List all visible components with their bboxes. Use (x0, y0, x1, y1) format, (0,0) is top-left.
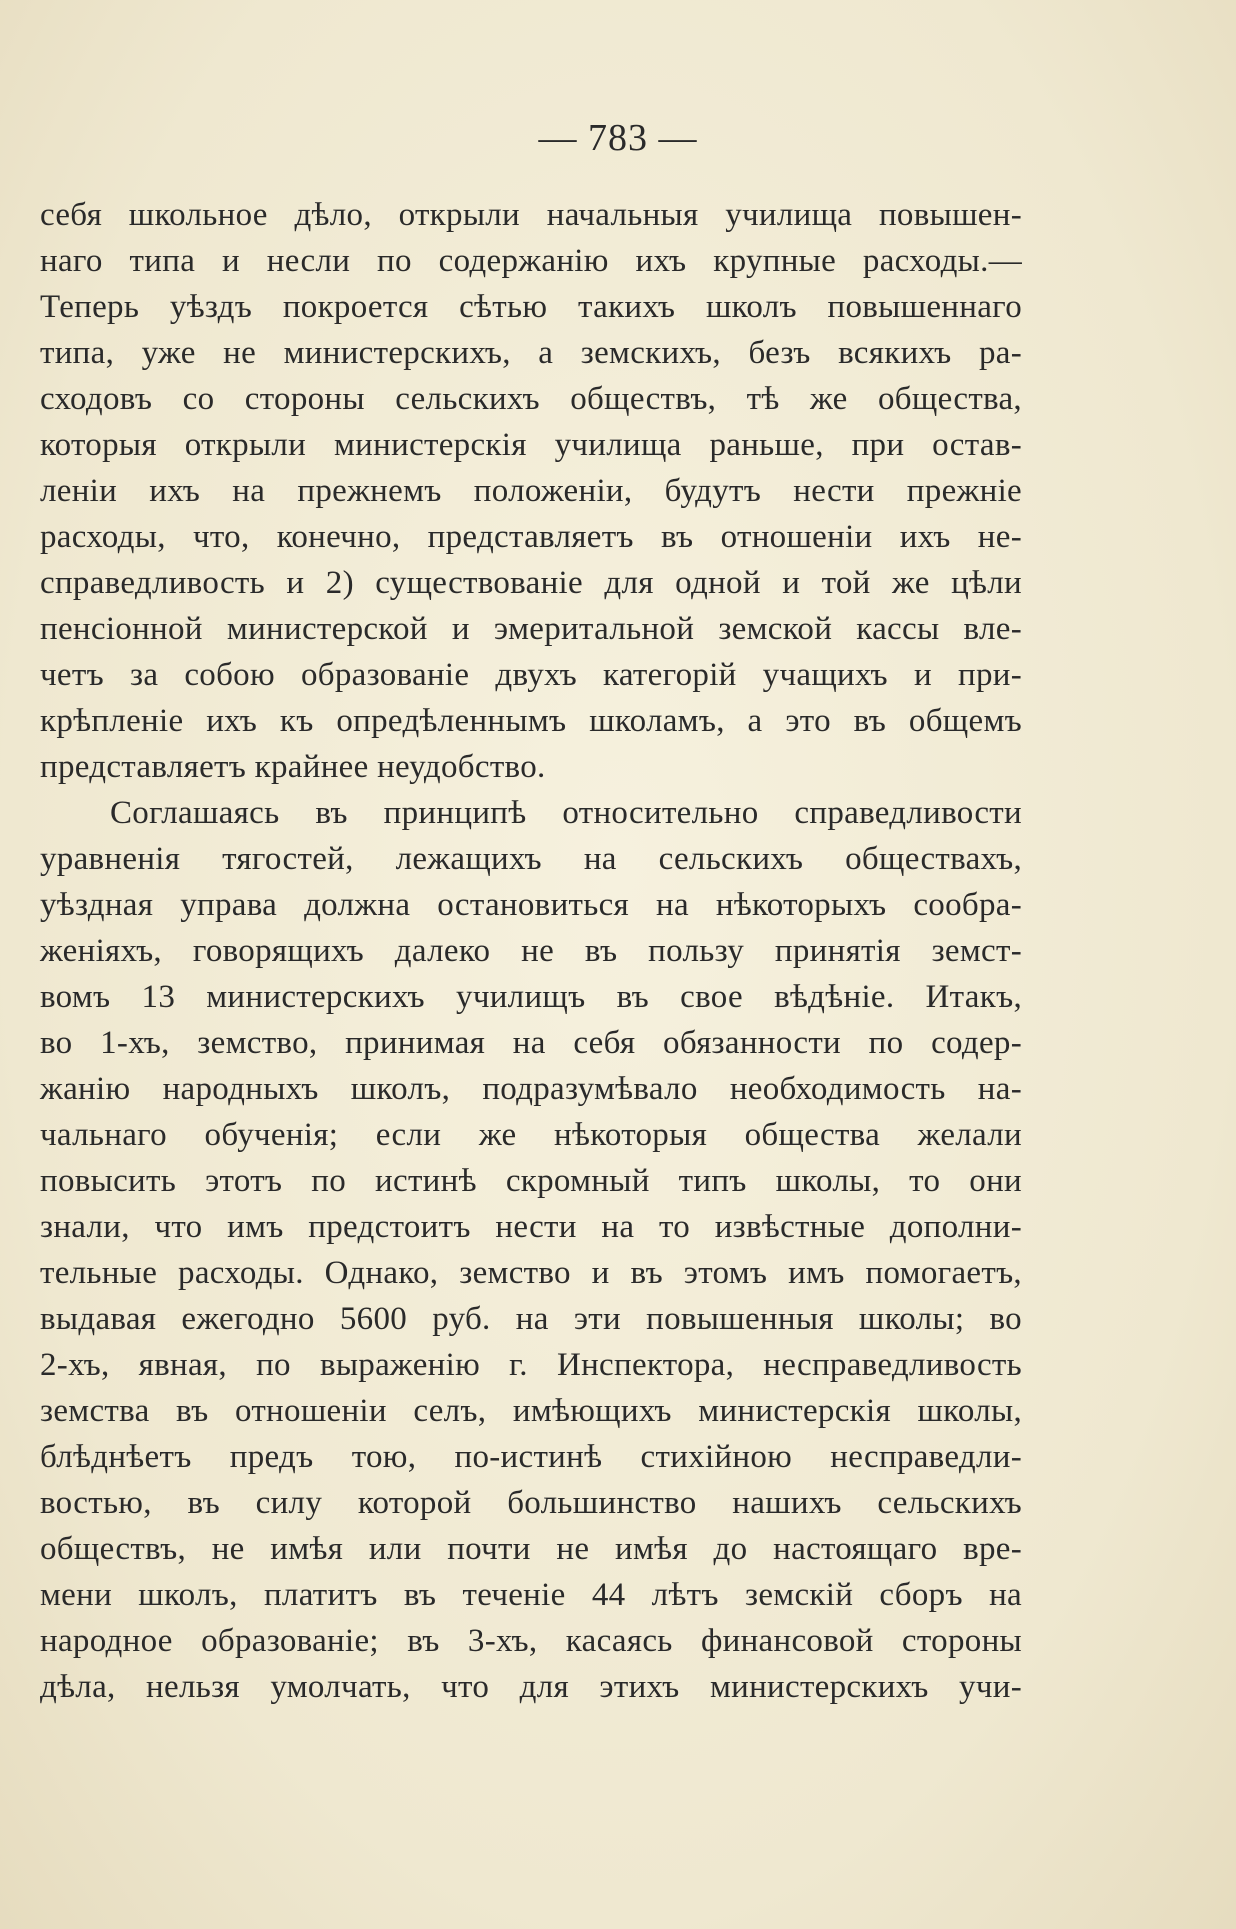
text-line: уѣздная управа должна остановиться на нѣкоторыхъ сообра- (40, 887, 1022, 923)
text-line: блѣднѣетъ предъ тою, по-истинѣ стихійною несправедли- (40, 1439, 1022, 1475)
text-line: типа, уже не министерскихъ, а земскихъ, безъ всякихъ ра- (40, 335, 1022, 371)
page-number: — 783 — (538, 117, 698, 159)
text-line: 2-хъ, явная, по выраженію г. Инспектора, несправедливость (40, 1347, 1022, 1383)
text-line: женіяхъ, говорящихъ далеко не въ пользу принятія земст- (40, 933, 1022, 969)
paragraph-1 (40, 192, 1022, 790)
text-line: тельные расходы. Однако, земство и въ этомъ имъ помогаетъ, (40, 1255, 1022, 1291)
paragraph-2 (40, 790, 1022, 1710)
text-line: востью, въ силу которой большинство нашихъ сельскихъ (40, 1485, 1022, 1521)
text-line: жанію народныхъ школъ, подразумѣвало необходимость на- (40, 1071, 1022, 1107)
text-line: дѣла, нельзя умолчать, что для этихъ министерскихъ учи- (40, 1669, 1022, 1705)
text-line: расходы, что, конечно, представляетъ въ отношеніи ихъ не- (40, 519, 1022, 555)
text-line: Соглашаясь въ принципѣ относительно справедливости (110, 795, 1022, 831)
text-line: представляетъ крайнее неудобство. (40, 749, 546, 785)
text-line: Теперь уѣздъ покроется сѣтью такихъ школъ повышеннаго (40, 289, 1022, 325)
text-line: повысить этотъ по истинѣ скромный типъ школы, то они (40, 1163, 1022, 1199)
text-line: земства въ отношеніи селъ, имѣющихъ министерскія школы, (40, 1393, 1022, 1429)
text-line: себя школьное дѣло, открыли начальныя училища повышен- (40, 197, 1022, 233)
text-line: чальнаго обученія; если же нѣкоторыя общества желали (40, 1117, 1022, 1153)
text-line: наго типа и несли по содержанію ихъ крупные расходы.— (40, 243, 1022, 279)
text-line: выдавая ежегодно 5600 руб. на эти повышенныя школы; во (40, 1301, 1022, 1337)
text-line: мени школъ, платитъ въ теченіе 44 лѣтъ земскій сборъ на (40, 1577, 1022, 1613)
text-line: справедливость и 2) существованіе для одной и той же цѣли (40, 565, 1022, 601)
text-line: четъ за собою образованіе двухъ категорій учащихъ и при- (40, 657, 1022, 693)
text-line: сходовъ со стороны сельскихъ обществъ, тѣ же общества, (40, 381, 1022, 417)
text-line: обществъ, не имѣя или почти не имѣя до настоящаго вре- (40, 1531, 1022, 1567)
text-line: во 1-хъ, земство, принимая на себя обязанности по содер- (40, 1025, 1022, 1061)
text-line: которыя открыли министерскія училища раньше, при остав- (40, 427, 1022, 463)
text-line: уравненія тягостей, лежащихъ на сельскихъ обществахъ, (40, 841, 1022, 877)
body-text (40, 192, 1022, 1710)
text-line: вомъ 13 министерскихъ училищъ въ свое вѣдѣніе. Итакъ, (40, 979, 1022, 1015)
text-line: крѣпленіе ихъ къ опредѣленнымъ школамъ, а это въ общемъ (40, 703, 1022, 739)
text-line: народное образованіе; въ 3-хъ, касаясь финансовой стороны (40, 1623, 1022, 1659)
text-line: знали, что имъ предстоитъ нести на то извѣстные дополни- (40, 1209, 1022, 1245)
text-line: леніи ихъ на прежнемъ положеніи, будутъ нести прежніе (40, 473, 1022, 509)
text-line: пенсіонной министерской и эмеритальной земской кассы вле- (40, 611, 1022, 647)
